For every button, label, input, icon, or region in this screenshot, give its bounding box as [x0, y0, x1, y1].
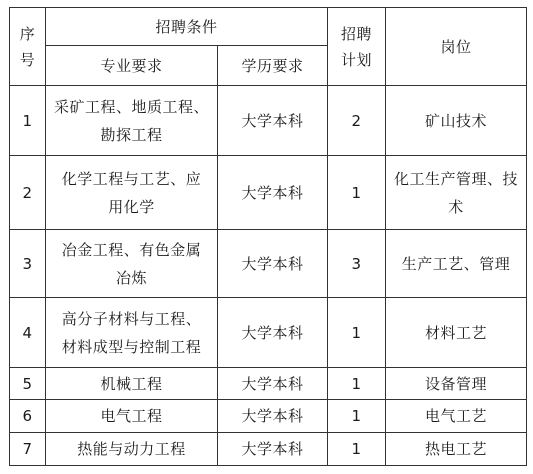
major-line2: 冶炼: [115, 268, 147, 287]
major-line1: 化学工程与工艺、应: [61, 169, 202, 188]
seq-header: [10, 8, 46, 86]
seq-cell: 4: [10, 298, 46, 368]
recruitment-table: [9, 7, 527, 466]
major-line1: 冶金工程、有色金属: [61, 240, 202, 259]
education-cell: 大学本科: [218, 400, 328, 433]
position-line2: 术: [448, 197, 464, 216]
education-cell: 大学本科: [218, 433, 328, 466]
conditions-header: 招聘条件: [46, 8, 328, 46]
major-cell: 电气工程: [46, 400, 218, 433]
seq-cell: 6: [10, 400, 46, 433]
plan-cell: 1: [328, 400, 386, 433]
header-row-top: [10, 8, 527, 46]
position-cell: 生产工艺、管理: [386, 230, 527, 298]
major-cell: [46, 86, 218, 156]
seq-cell: 2: [10, 156, 46, 230]
education-cell: 大学本科: [218, 156, 328, 230]
plan-cell: 1: [328, 433, 386, 466]
table-row: [10, 298, 527, 368]
seq-header-line2: 号: [19, 50, 36, 69]
plan-header: [328, 8, 386, 86]
plan-cell: 2: [328, 86, 386, 156]
education-header: 学历要求: [218, 46, 328, 86]
table-row: [10, 156, 527, 230]
education-cell: 大学本科: [218, 86, 328, 156]
table-row: [10, 433, 527, 466]
major-line2: 材料成型与控制工程: [61, 337, 202, 356]
seq-cell: 7: [10, 433, 46, 466]
plan-cell: 1: [328, 298, 386, 368]
table-row: [10, 400, 527, 433]
position-header: 岗位: [386, 8, 527, 86]
education-cell: 大学本科: [218, 230, 328, 298]
major-cell: 机械工程: [46, 368, 218, 400]
plan-header-line2: 计划: [341, 50, 373, 69]
major-cell: [46, 298, 218, 368]
position-cell: 热电工艺: [386, 433, 527, 466]
major-line1: 采矿工程、地质工程、: [53, 97, 209, 116]
seq-header-line1: 序: [19, 24, 36, 43]
seq-cell: 5: [10, 368, 46, 400]
position-line1: 化工生产管理、技: [394, 169, 519, 188]
major-cell: 热能与动力工程: [46, 433, 218, 466]
table-row: [10, 86, 527, 156]
education-cell: 大学本科: [218, 298, 328, 368]
major-line2: 勘探工程: [100, 125, 163, 144]
plan-cell: 1: [328, 156, 386, 230]
plan-cell: 3: [328, 230, 386, 298]
plan-header-line1: 招聘: [341, 24, 373, 43]
seq-cell: 1: [10, 86, 46, 156]
table-row: [10, 230, 527, 298]
major-cell: [46, 230, 218, 298]
plan-cell: 1: [328, 368, 386, 400]
education-cell: 大学本科: [218, 368, 328, 400]
table-row: [10, 368, 527, 400]
seq-cell: 3: [10, 230, 46, 298]
major-cell: [46, 156, 218, 230]
position-cell: 矿山技术: [386, 86, 527, 156]
position-cell: [386, 156, 527, 230]
position-cell: 电气工艺: [386, 400, 527, 433]
major-header: 专业要求: [46, 46, 218, 86]
major-line1: 高分子材料与工程、: [61, 309, 202, 328]
major-line2: 用化学: [108, 197, 155, 216]
position-cell: 设备管理: [386, 368, 527, 400]
position-cell: 材料工艺: [386, 298, 527, 368]
